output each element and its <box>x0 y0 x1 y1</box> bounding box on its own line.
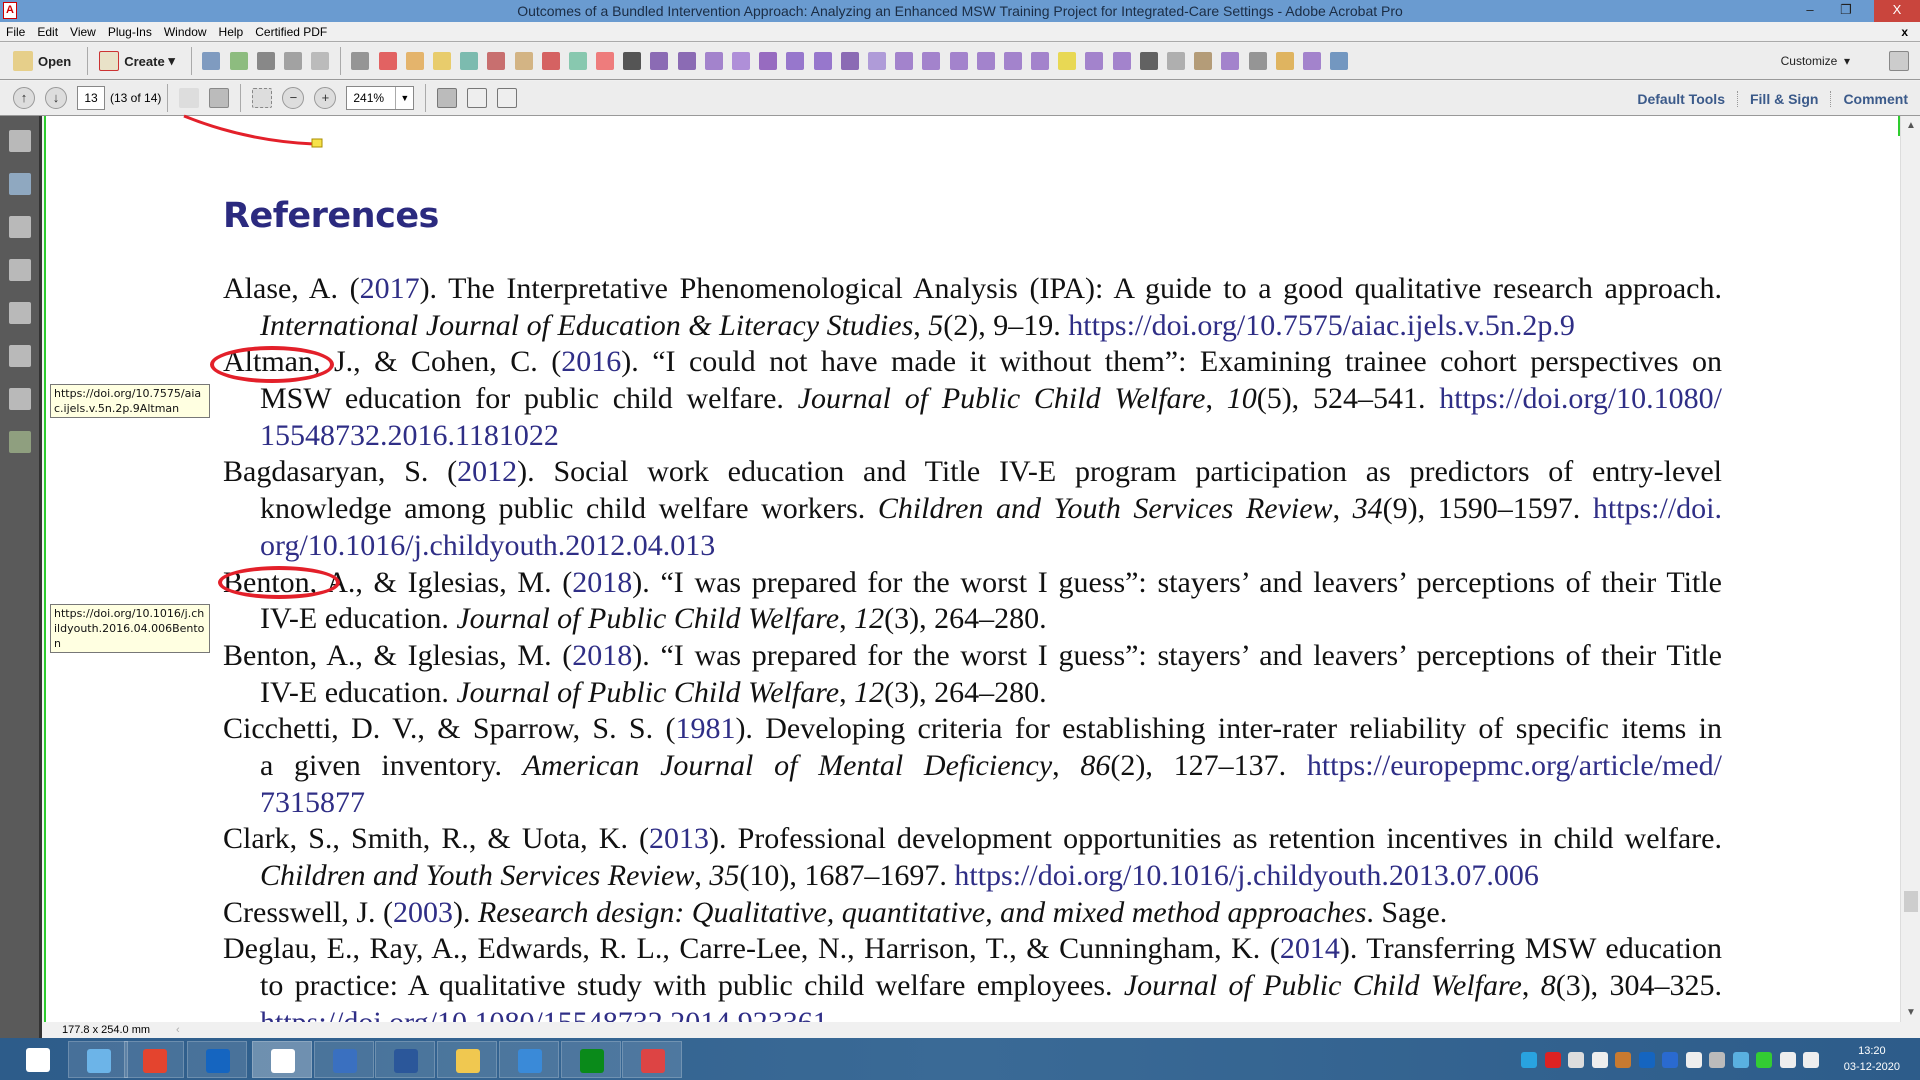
print-icon[interactable] <box>257 52 275 70</box>
reference-text: IV-E education. <box>260 602 457 636</box>
close-document-button[interactable]: x <box>1901 25 1908 39</box>
create-pdf-icon <box>99 51 119 71</box>
reference-link[interactable]: https://europepmc.org/article/med/ <box>1306 748 1723 782</box>
reference-text: ). “I was prepared for the worst I guess”: stayers’ and leavers’ perceptions of their Title <box>632 565 1722 599</box>
page-heading: References <box>223 196 439 236</box>
settings-icon[interactable] <box>351 52 369 70</box>
image-doc-icon[interactable] <box>977 52 995 70</box>
divider <box>191 47 192 75</box>
menu-view[interactable]: View <box>70 25 96 39</box>
reference-text: Cicchetti, D. V., & Sparrow, S. S. ( <box>223 712 676 746</box>
reference-text: (2), 127–137. <box>1110 748 1307 782</box>
title-bar <box>0 0 1920 22</box>
reference-line <box>223 271 1722 308</box>
reference-text: ). <box>452 895 478 929</box>
scan-icon[interactable] <box>1330 52 1348 70</box>
reference-line <box>260 968 1722 1005</box>
zoom-level-select[interactable] <box>346 86 414 110</box>
create-label: Create <box>124 53 165 69</box>
reference-text: (10), 1687–1697. <box>739 859 955 892</box>
reference-line <box>260 748 1722 785</box>
layers-icon[interactable] <box>9 259 31 281</box>
globe-doc-icon[interactable] <box>950 52 968 70</box>
form-field-icon[interactable] <box>542 52 560 70</box>
windows-start-taskbar-button[interactable] <box>8 1041 68 1078</box>
next-page-button[interactable]: ↓ <box>45 87 67 109</box>
reference-link[interactable]: 2012 <box>457 455 518 489</box>
customize-button[interactable]: Customize ▾ <box>1780 54 1850 68</box>
open-button[interactable] <box>8 51 71 71</box>
open-label: Open <box>38 53 72 69</box>
note-doc-icon[interactable] <box>1058 52 1076 70</box>
office-icon[interactable] <box>1615 1052 1631 1068</box>
cursor-icon[interactable] <box>1140 52 1158 70</box>
page-thumbnails-icon[interactable] <box>9 130 31 152</box>
journal-title: Children and Youth Services Review <box>877 492 1333 526</box>
reference-text: ). Social work education and Title IV-E program participation as predictors of entry-level <box>517 455 1722 489</box>
reference-link[interactable]: 2018 <box>572 638 633 672</box>
reference-text: , <box>1205 382 1227 416</box>
benton-ellipse-annotation[interactable] <box>218 566 340 599</box>
ps-app-icon <box>580 1049 604 1073</box>
reference-line <box>260 418 1722 455</box>
divider <box>240 84 241 112</box>
tool-icons <box>198 47 1353 75</box>
reference-text: Bagdasaryan, S. ( <box>223 455 458 489</box>
reference-link[interactable]: 2003 <box>392 895 453 929</box>
reference-text: a given inventory. <box>260 748 523 782</box>
reference-link[interactable]: 2016 <box>561 345 622 379</box>
chrome-icon <box>143 1049 167 1073</box>
reference-entry <box>223 565 1722 638</box>
scroll-down-icon[interactable]: ▼ <box>1906 1007 1916 1018</box>
reference-text: Altman, J., & Cohen, C. ( <box>223 345 562 379</box>
journal-title: 35 <box>709 859 740 892</box>
ink-annotation <box>46 116 346 156</box>
content-icon[interactable] <box>9 345 31 367</box>
text-tool-icon[interactable] <box>759 52 777 70</box>
divider <box>425 84 426 112</box>
onedrive-icon[interactable] <box>1521 1052 1537 1068</box>
menu-help[interactable]: Help <box>218 25 244 39</box>
task-tabs <box>1625 81 1920 116</box>
snipping-tool-icon <box>641 1049 665 1073</box>
insert-page-icon[interactable] <box>569 52 587 70</box>
reference-link[interactable]: 2017 <box>359 272 420 305</box>
journal-title: American Journal of Mental Deficiency <box>522 748 1053 782</box>
reference-text: (3), 264–280. <box>884 675 1047 709</box>
minimize-button[interactable]: – <box>1806 2 1814 17</box>
journal-title: Journal of Public Child Welfare <box>456 675 840 709</box>
divider <box>340 47 341 75</box>
clock[interactable] <box>1844 1043 1900 1075</box>
page-number-input[interactable]: 13 <box>77 86 105 110</box>
reference-text: , <box>1332 492 1353 526</box>
reference-entry <box>223 271 1722 344</box>
customize-label: Customize <box>1780 54 1838 68</box>
reference-text: MSW education for public child welfare. <box>260 382 798 416</box>
pointer-tray-icon[interactable] <box>1686 1052 1702 1068</box>
reference-text: Clark, S., Smith, R., & Uota, K. ( <box>223 822 650 856</box>
altman-ellipse-annotation[interactable] <box>210 346 334 383</box>
menu-file[interactable]: File <box>6 25 26 39</box>
menu-bar <box>0 22 1920 42</box>
info-page-icon[interactable] <box>1167 52 1185 70</box>
print-doc-icon[interactable] <box>1004 52 1022 70</box>
keyboard-icon[interactable] <box>1733 1052 1749 1068</box>
reference-line <box>223 638 1722 675</box>
color-bars-icon[interactable] <box>596 52 614 70</box>
reference-line <box>260 601 1722 638</box>
reference-text: (3), 304–325. <box>1555 969 1723 1003</box>
main-toolbar <box>0 43 1920 80</box>
reference-entry <box>223 454 1722 564</box>
reference-line <box>260 785 1722 822</box>
tags-icon[interactable] <box>9 431 31 453</box>
divider <box>87 47 88 75</box>
cloud-warning-icon[interactable] <box>1568 1052 1584 1068</box>
journal-title: Children and Youth Services Review <box>260 859 695 892</box>
attachments-icon[interactable] <box>9 216 31 238</box>
tab-comment[interactable]: Comment <box>1830 91 1920 107</box>
action-center-icon[interactable] <box>1592 1052 1608 1068</box>
reference-line <box>260 858 1722 895</box>
network-globe-icon[interactable] <box>1662 1052 1678 1068</box>
reference-text: ). Professional development opportunities as retention incentives in child welfare. <box>709 822 1722 856</box>
reference-text: , <box>839 602 855 636</box>
verify-doc-icon[interactable] <box>1113 52 1131 70</box>
menu-plug-ins[interactable]: Plug-Ins <box>107 25 152 39</box>
select-list-icon[interactable] <box>678 52 696 70</box>
reference-entry <box>223 895 1722 932</box>
display-icon[interactable] <box>1756 1052 1772 1068</box>
reference-line <box>223 565 1722 602</box>
reference-text: (3), 264–280. <box>884 602 1047 636</box>
reference-link[interactable]: https://doi.org/10.1080/ <box>1439 382 1723 416</box>
reference-text: , <box>913 308 929 342</box>
windows-start-icon <box>26 1048 50 1072</box>
reference-text: , <box>839 675 855 709</box>
reference-line <box>260 491 1722 528</box>
outlook-taskbar-button[interactable] <box>187 1041 247 1078</box>
remote-desktop-taskbar-button[interactable] <box>314 1041 374 1078</box>
reference-text: ). Developing criteria for establishing inter-rater reliability of specific items in <box>735 712 1722 746</box>
link-icon[interactable] <box>1194 52 1212 70</box>
reference-text: ). Transferring MSW education <box>1339 932 1722 966</box>
export-icon[interactable] <box>406 52 424 70</box>
pen-tool-icon[interactable] <box>814 52 832 70</box>
apple-icon[interactable] <box>1709 1052 1725 1068</box>
upload-cloud-icon[interactable] <box>230 52 248 70</box>
globe-browser-taskbar-button[interactable] <box>499 1041 559 1078</box>
reference-text: (2), 9–19. <box>943 308 1069 342</box>
reference-text: , <box>1521 969 1541 1003</box>
window-title: Outcomes of a Bundled Intervention Approach: Analyzing an Enhanced MSW Training Project for Integrated-Care Settings - Adobe Acrobat Pro <box>517 3 1403 19</box>
previous-page-button[interactable]: ↑ <box>13 87 35 109</box>
antivirus-icon[interactable] <box>1545 1052 1561 1068</box>
page-count: (13 of 14) <box>110 91 162 105</box>
menu-window[interactable]: Window <box>163 25 207 39</box>
reference-text: IV-E education. <box>260 675 457 709</box>
email-icon[interactable] <box>311 52 329 70</box>
reference-link[interactable]: https://doi.org/10.7575/aiac.ijels.v.5n.2p.9 <box>1068 308 1575 342</box>
journal-title: 86 <box>1080 748 1111 782</box>
dropper-icon[interactable] <box>841 52 859 70</box>
reference-text: , <box>1052 748 1081 782</box>
reference-text: to practice: A qualitative study with public child welfare employees. <box>260 969 1124 1003</box>
ruler-icon[interactable] <box>868 52 886 70</box>
menu-edit[interactable]: Edit <box>37 25 59 39</box>
copy-pages-icon[interactable] <box>433 52 451 70</box>
reference-link[interactable]: 7315877 <box>260 785 365 819</box>
polygon-icon[interactable] <box>705 52 723 70</box>
reference-link[interactable]: 15548732.2016.1181022 <box>260 418 559 452</box>
crop-page-icon[interactable] <box>1221 52 1239 70</box>
edit-document-icon[interactable] <box>284 52 302 70</box>
signatures-icon[interactable] <box>9 302 31 324</box>
reference-link[interactable]: 1981 <box>675 712 736 746</box>
volume-icon[interactable] <box>1803 1052 1819 1068</box>
remote-desktop-icon <box>333 1049 357 1073</box>
reference-entry <box>223 638 1722 711</box>
reference-text: ). “I was prepared for the worst I guess”: stayers’ and leavers’ perceptions of their Title <box>632 638 1722 672</box>
reference-text: (9), 1590–1597. <box>1382 492 1593 526</box>
journal-title: Journal of Public Child Welfare <box>456 602 840 636</box>
unlink-icon[interactable] <box>487 52 505 70</box>
menu-certified-pdf[interactable]: Certified PDF <box>255 25 328 39</box>
snipping-tool-taskbar-button[interactable] <box>622 1041 682 1078</box>
blank-frame-icon[interactable] <box>1303 52 1321 70</box>
journal-title: Journal of Public Child Welfare <box>1123 969 1522 1003</box>
ps-app-taskbar-button[interactable] <box>561 1041 621 1078</box>
underline-icon[interactable] <box>786 52 804 70</box>
zoom-in-button[interactable]: + <box>314 87 336 109</box>
navigation-toolbar <box>0 81 1920 116</box>
taskbar <box>0 1038 1920 1080</box>
two-page-icon[interactable] <box>497 88 517 108</box>
journal-title: 12 <box>854 675 885 709</box>
navigation-pane <box>0 116 42 1038</box>
reference-link[interactable]: 2013 <box>649 822 710 856</box>
outlook-icon <box>206 1049 230 1073</box>
select-arrow-icon[interactable] <box>650 52 668 70</box>
references-list <box>223 271 1722 1041</box>
image-edit-icon[interactable] <box>515 52 533 70</box>
tab-fill-sign[interactable]: Fill & Sign <box>1737 91 1830 107</box>
reference-text: ). “I could not have made it without them”: Examining trainee cohort perspectives on <box>621 345 1722 379</box>
reference-text: (5), 524–541. <box>1256 382 1440 416</box>
journal-title: 10 <box>1226 382 1257 416</box>
bookmarks-icon[interactable] <box>9 173 31 195</box>
replace-page-icon[interactable] <box>460 52 478 70</box>
journal-title: 5 <box>928 308 944 342</box>
order-icon[interactable] <box>9 388 31 410</box>
action-seal-icon[interactable] <box>1276 52 1294 70</box>
reference-text: Cresswell, J. ( <box>223 895 393 929</box>
link-tooltip: https://doi.org/10.7575/aiac.ijels.v.5n.2p.9Altman <box>50 384 210 418</box>
check-doc-icon[interactable] <box>922 52 940 70</box>
restore-button[interactable]: ❐ <box>1840 2 1852 17</box>
create-button[interactable]: Create ▾ <box>94 51 175 71</box>
comment-note-icon <box>312 139 322 147</box>
vertical-scrollbar[interactable] <box>1900 116 1920 1022</box>
explorer-folder-icon <box>456 1049 480 1073</box>
divider <box>167 84 168 112</box>
reference-link[interactable]: https://doi. <box>1592 492 1722 526</box>
reference-text: Alase, A. ( <box>223 272 360 305</box>
folder-icon <box>13 51 33 71</box>
reference-text: knowledge among public child welfare workers. <box>260 492 878 526</box>
journal-title: 8 <box>1540 969 1556 1003</box>
fit-page-icon[interactable] <box>467 88 487 108</box>
close-button[interactable]: X <box>1874 0 1920 22</box>
clock-date: 03-12-2020 <box>1843 1061 1900 1073</box>
journal-title: Journal of Public Child Welfare <box>797 382 1206 416</box>
remove-page-icon[interactable] <box>379 52 397 70</box>
reference-text: Deglau, E., Ray, A., Edwards, R. L., Carre-Lee, N., Harrison, T., & Cunningham, K. ( <box>223 932 1280 966</box>
reference-text: Benton, A., & Iglesias, M. ( <box>223 638 573 672</box>
link-tooltip: https://doi.org/10.1016/j.childyouth.2016.04.006Benton <box>50 604 210 653</box>
clock-time: 13:20 <box>1858 1045 1886 1057</box>
reference-line <box>223 821 1722 858</box>
hand-tool-icon[interactable] <box>209 88 229 108</box>
scroll-up-icon[interactable]: ▲ <box>1906 120 1916 131</box>
file-manager-taskbar-button[interactable] <box>68 1041 128 1078</box>
reference-entry <box>223 821 1722 894</box>
warning-doc-icon[interactable] <box>1031 52 1049 70</box>
document-view[interactable] <box>46 116 1900 1022</box>
marquee-zoom-icon[interactable] <box>252 88 272 108</box>
scrollbar-thumb[interactable] <box>1904 891 1918 912</box>
reference-line <box>223 454 1722 491</box>
file-manager-icon <box>87 1049 111 1073</box>
reference-line <box>223 344 1722 381</box>
reference-link[interactable]: org/10.1016/j.childyouth.2012.04.013 <box>260 528 716 562</box>
reference-text: Benton, A., & Iglesias, M. ( <box>223 565 573 599</box>
reference-link[interactable]: 2018 <box>572 565 633 599</box>
reference-text: . Sage. <box>1366 895 1448 929</box>
chevron-down-icon: ▼ <box>395 87 413 109</box>
reference-line <box>260 381 1722 418</box>
acrobat-icon <box>271 1049 295 1073</box>
journal-title: 34 <box>1352 492 1383 526</box>
reference-text: ). The Interpretative Phenomenological Analysis (IPA): A guide to a good qualitative research approach. <box>419 272 1722 305</box>
page-size: 177.8 x 254.0 mm <box>62 1024 151 1036</box>
word-taskbar-button[interactable] <box>375 1041 435 1078</box>
fit-width-icon[interactable] <box>437 88 457 108</box>
reference-line <box>223 931 1722 968</box>
journal-title: 12 <box>854 602 885 636</box>
acrobat-taskbar-button[interactable] <box>252 1041 312 1078</box>
zoom-value: 241% <box>353 91 385 105</box>
network-icon[interactable] <box>1780 1052 1796 1068</box>
outlook-tray-icon[interactable] <box>1639 1052 1655 1068</box>
zoom-out-button[interactable]: − <box>282 87 304 109</box>
reference-link[interactable]: 2014 <box>1279 932 1340 966</box>
reference-entry <box>223 344 1722 454</box>
reference-line <box>260 308 1722 345</box>
rectangle-icon[interactable] <box>732 52 750 70</box>
action-settings-icon[interactable] <box>1249 52 1267 70</box>
chrome-taskbar-button[interactable] <box>124 1041 184 1078</box>
reference-link[interactable]: https://doi.org/10.1016/j.childyouth.2013.07.006 <box>954 859 1539 892</box>
acrobat-app-icon: A <box>3 2 17 19</box>
scroll-left-icon[interactable]: ‹ <box>176 1024 180 1036</box>
reference-text: , <box>694 859 710 892</box>
select-tool-icon[interactable] <box>179 88 199 108</box>
search-doc-icon[interactable] <box>895 52 913 70</box>
expand-icon[interactable] <box>1889 51 1909 71</box>
reference-line <box>223 711 1722 748</box>
reference-line <box>223 895 1722 932</box>
status-bar <box>46 1022 1920 1038</box>
journal-title: Research design: Qualitative, quantitative, and mixed method approaches <box>477 895 1367 929</box>
tab-default-tools[interactable]: Default Tools <box>1637 90 1725 107</box>
explorer-folder-taskbar-button[interactable] <box>437 1041 497 1078</box>
save-icon[interactable] <box>202 52 220 70</box>
reference-line <box>260 675 1722 712</box>
word-icon <box>394 1049 418 1073</box>
pattern-doc-icon[interactable] <box>1085 52 1103 70</box>
reference-line <box>260 528 1722 565</box>
text-edit-icon[interactable] <box>623 52 641 70</box>
globe-browser-icon <box>518 1049 542 1073</box>
reference-entry <box>223 711 1722 821</box>
journal-title: International Journal of Education & Literacy Studies <box>260 308 914 342</box>
